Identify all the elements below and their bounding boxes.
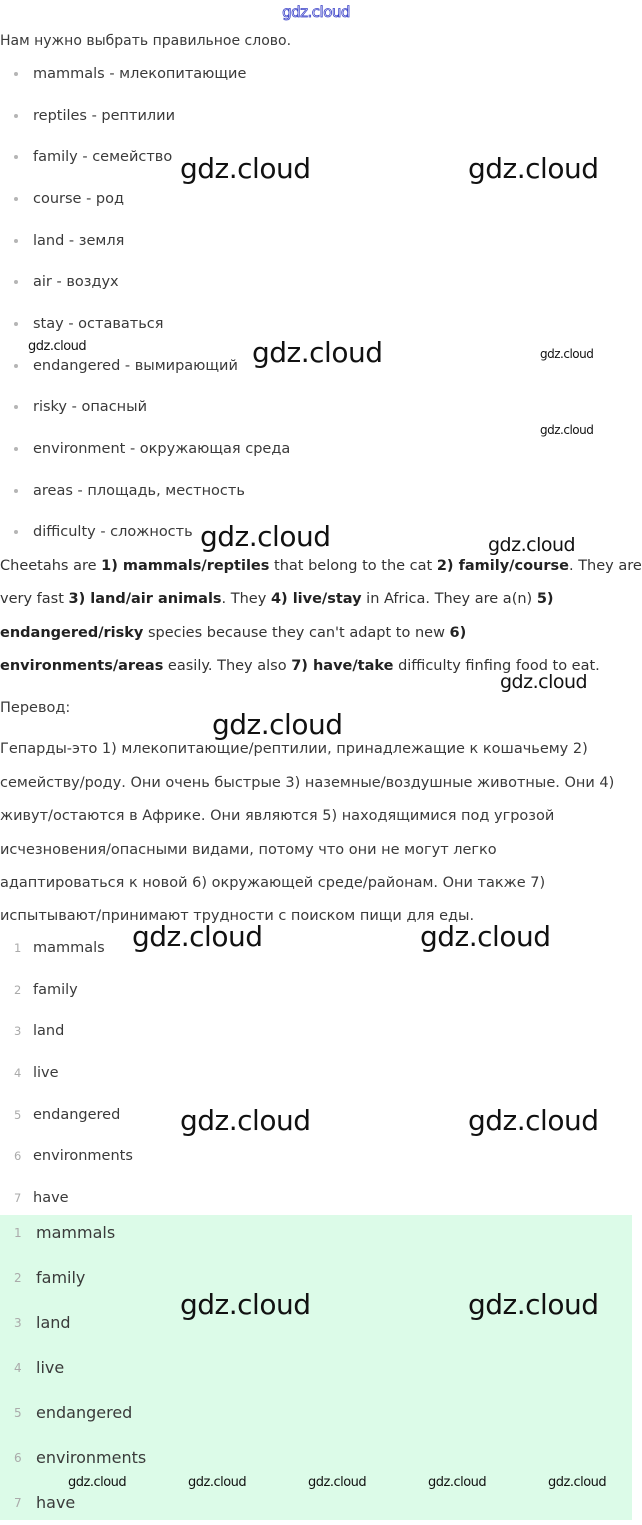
translation-line: живут/остаются в Африке. Они являются 5) находящимися под угрозой [0,808,555,824]
bullet-icon [14,197,18,201]
answer-word: endangered [33,1106,121,1123]
answer-word: endangered [36,1403,133,1422]
answer-word: land [33,1023,65,1040]
bullet-icon [14,364,18,368]
answer-word: mammals [36,1223,116,1242]
bold-text: 3) land/air animals [68,591,222,607]
bold-text: 6) [449,625,467,641]
bullet-icon [14,155,18,159]
bullet-icon [14,280,18,284]
watermark: gdz.cloud [428,1475,487,1490]
exercise-line [0,589,554,609]
vocabulary-text: environment - окружающая среда [33,441,291,458]
answer-word: have [33,1189,69,1206]
vocabulary-item [0,261,632,303]
plain-text: . They [221,591,271,607]
vocabulary-item [0,428,632,470]
vocabulary-item [0,53,632,95]
answer-number: 3 [14,1024,22,1039]
answer-word: land [36,1313,71,1332]
answer-item [0,969,632,1011]
plain-text: . They are [568,558,642,574]
watermark: gdz.cloud [180,1288,311,1321]
vocabulary-text: reptiles - рептилии [33,107,176,124]
vocabulary-item [0,470,632,512]
answer-number: 2 [14,982,22,997]
watermark: gdz.cloud [548,1475,607,1490]
plain-text: Cheetahs are [0,558,102,574]
watermark: gdz.cloud [468,1104,599,1137]
bullet-icon [14,239,18,243]
final-answer-item [0,1435,632,1480]
answer-item [0,1010,632,1052]
vocabulary-text: stay - оставаться [33,315,164,332]
bullet-icon [14,489,18,493]
exercise-line [0,556,642,576]
answer-word: family [36,1268,86,1287]
answer-list [0,927,632,1219]
plain-text: difficulty finfing food to eat. [393,658,600,674]
answer-word: environments [33,1148,133,1165]
watermark: gdz.cloud [468,152,599,185]
watermark: gdz.cloud [468,1288,599,1321]
watermark: gdz.cloud [420,920,551,953]
watermark: gdz.cloud [212,708,343,741]
site-logo[interactable]: gdz.cloud [282,3,350,21]
vocabulary-text: difficulty - сложность [33,524,193,541]
translation-line: испытывают/принимают трудности с поиском пищи для еды. [0,908,475,924]
translation-line: Гепарды-это 1) млекопитающие/рептилии, принадлежащие к кошачьему 2) [0,741,588,757]
exercise-line [0,623,466,643]
bold-text: 7) have/take [291,658,394,674]
answer-number: 1 [14,940,22,955]
watermark: gdz.cloud [500,671,588,693]
answer-word: family [33,981,78,998]
bullet-icon [14,114,18,118]
vocabulary-list [0,53,632,553]
bold-text: 5) [536,591,554,607]
watermark: gdz.cloud [540,347,594,361]
answer-number: 4 [14,1360,22,1375]
vocabulary-text: land - земля [33,232,125,249]
answer-number: 1 [14,1225,22,1240]
bold-text: 1) mammals/reptiles [101,558,270,574]
answer-word: live [36,1358,65,1377]
bold-text: 4) live/stay [270,591,362,607]
watermark: gdz.cloud [188,1475,247,1490]
answer-word: live [33,1064,59,1081]
bold-text: endangered/risky [0,625,144,641]
vocabulary-item [0,220,632,262]
plain-text: in Africa. They are a(n) [361,591,537,607]
final-answer-item [0,1210,632,1255]
intro-text: Нам нужно выбрать правильное слово. [0,33,292,49]
translation-line: адаптироваться к новой 6) окружающей среде/районам. Они также 7) [0,875,546,891]
vocabulary-text: risky - опасный [33,399,148,416]
bullet-icon [14,322,18,326]
vocabulary-text: family - семейство [33,149,173,166]
answer-number: 3 [14,1315,22,1330]
vocabulary-text: endangered - вымирающий [33,357,238,374]
answer-word: mammals [33,939,105,956]
final-answer-item [0,1345,632,1390]
answer-number: 7 [14,1495,22,1510]
answer-number: 5 [14,1405,22,1420]
translation-label: Перевод: [0,700,71,716]
bullet-icon [14,405,18,409]
watermark: gdz.cloud [28,339,87,354]
vocabulary-text: areas - площадь, местность [33,482,245,499]
answer-number: 2 [14,1270,22,1285]
vocabulary-item [0,387,632,429]
answer-number: 7 [14,1190,22,1205]
answer-number: 5 [14,1107,22,1122]
plain-text: very fast [0,591,69,607]
vocabulary-text: air - воздух [33,274,119,291]
bold-text: environments/areas [0,658,164,674]
watermark: gdz.cloud [308,1475,367,1490]
plain-text: species because they can't adapt to new [143,625,450,641]
bullet-icon [14,447,18,451]
plain-text: easily. They also [163,658,292,674]
bullet-icon [14,530,18,534]
watermark: gdz.cloud [540,423,594,437]
translation-line: семейству/роду. Они очень быстрые 3) наземные/воздушные животные. Они 4) [0,775,615,791]
final-answer-item [0,1390,632,1435]
translation-line: исчезновения/опасными видами, потому что они не могут легко [0,842,497,858]
answer-item [0,1135,632,1177]
answer-item [0,1052,632,1094]
watermark: gdz.cloud [180,1104,311,1137]
plain-text: that belong to the cat [269,558,437,574]
vocabulary-item [0,95,632,137]
answer-number: 6 [14,1149,22,1164]
answer-number: 6 [14,1450,22,1465]
bullet-icon [14,72,18,76]
watermark: gdz.cloud [488,534,576,556]
watermark: gdz.cloud [200,520,331,553]
vocabulary-text: course - род [33,190,125,207]
bold-text: 2) family/course [436,558,569,574]
answer-number: 4 [14,1065,22,1080]
watermark: gdz.cloud [180,152,311,185]
answer-word: have [36,1493,76,1512]
watermark: gdz.cloud [132,920,263,953]
watermark: gdz.cloud [252,336,383,369]
vocabulary-text: mammals - млекопитающие [33,65,247,82]
answer-word: environments [36,1448,147,1467]
watermark: gdz.cloud [68,1475,127,1490]
